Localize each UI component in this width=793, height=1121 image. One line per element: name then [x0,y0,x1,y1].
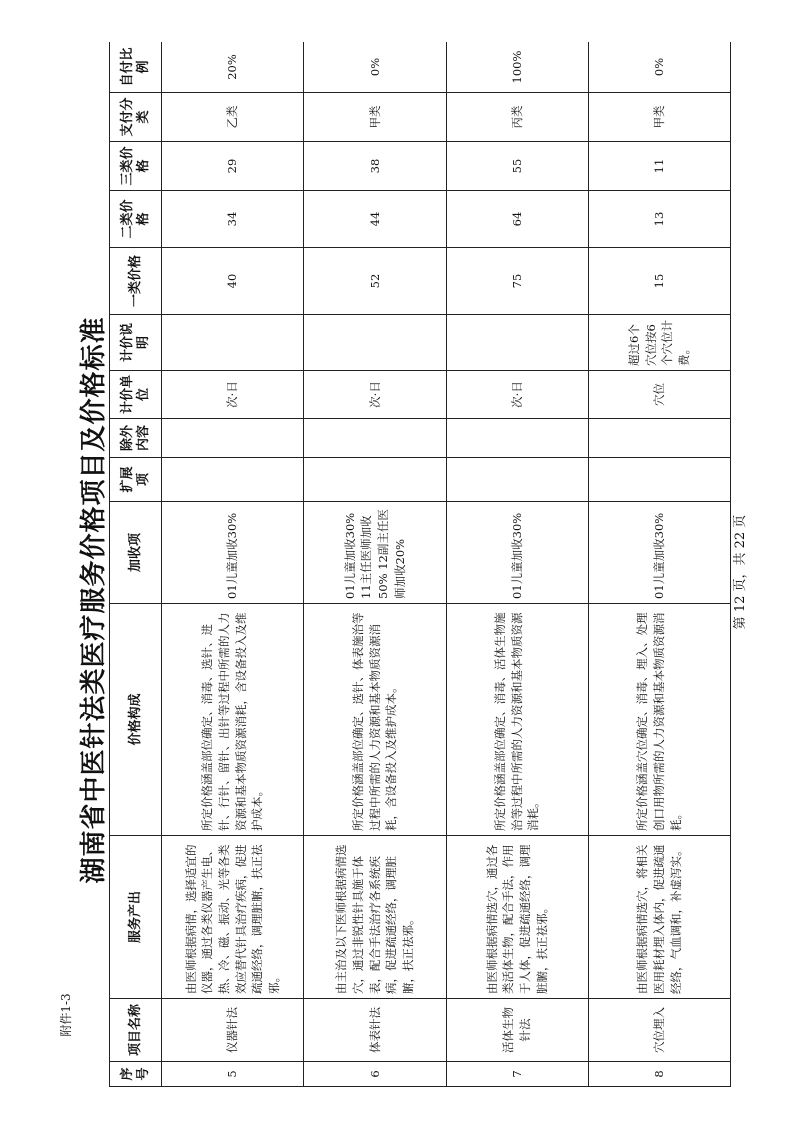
cell-ratio: 0% [304,42,446,93]
col-header-note: 计价说明 [110,315,162,371]
cell-exclusion [162,419,304,458]
cell-price2: 64 [446,191,588,248]
cell-note [162,315,304,371]
cell-extension [162,458,304,502]
cell-price3: 38 [304,142,446,191]
table-row [304,42,446,1087]
col-header-price2: 二类价格 [110,191,162,248]
cell-note: 超过6个穴位按6个穴位计费。 [588,315,730,371]
cell-ratio: 20% [162,42,304,93]
page-title: 湖南省中医针法类医疗服务价格项目及价格标准 [79,316,109,884]
cell-price2: 44 [304,191,446,248]
cell-price1: 15 [588,248,730,315]
cell-output: 由医师根据病情选穴，通过各类活体生物，配合手法，作用于人体，促进疏通经络，调理脏腑，扶正祛邪。 [446,836,588,999]
table-row [446,42,588,1087]
cell-note [446,315,588,371]
attachment-label: 附件1-3 [59,993,73,1037]
price-table-region [109,42,731,1087]
cell-output: 由医师根据病情，选择适宜的仪器，通过各类仪器产生电、热、冷、磁、振动、光等各类效应替代针具治疗疾病，促进疏通经络，调理脏腑，扶正祛邪。 [162,836,304,999]
cell-name: 穴位埋入 [588,999,730,1062]
cell-ratio: 0% [588,42,730,93]
col-header-seq: 序号 [110,1062,162,1087]
cell-output: 由主治及以下医师根据病情选穴，通过非锐性针具施于体表，配合手法治疗各系统疾病，促进疏通经络，调理脏腑，扶正祛邪。 [304,836,446,999]
table-header-row [110,42,162,1087]
cell-seq: 5 [162,1062,304,1087]
cell-exclusion [304,419,446,458]
cell-ratio: 100% [446,42,588,93]
col-header-name: 项目名称 [110,999,162,1062]
cell-exclusion [588,419,730,458]
cell-seq: 6 [304,1062,446,1087]
cell-category: 丙类 [446,93,588,142]
price-table [109,42,731,1087]
col-header-composition: 价格构成 [110,604,162,836]
col-header-extension: 扩展项 [110,458,162,502]
cell-price1: 52 [304,248,446,315]
col-header-exclusion: 除外内容 [110,419,162,458]
col-header-output: 服务产出 [110,836,162,999]
cell-surcharge: 01儿童加收30% [588,502,730,604]
cell-seq: 8 [588,1062,730,1087]
cell-composition: 所定价格涵盖穴位确定、消毒、埋入、处理创口用物所需的人力资源和基本物质资源消耗。 [588,604,730,836]
cell-unit: 次·日 [446,371,588,419]
cell-price1: 40 [162,248,304,315]
cell-name: 活体生物针法 [446,999,588,1062]
cell-composition: 所定价格涵盖部位确定、选针、体表施治等过程中所需的人力资源和基本物质资源消耗，含设备投入及维护成本。 [304,604,446,836]
cell-name: 体表针法 [304,999,446,1062]
col-header-price3: 三类价格 [110,142,162,191]
cell-output: 由医师根据病情选穴，将相关医用耗材埋入体内，促进疏通经络，气血调和，补虚泻实。 [588,836,730,999]
cell-price3: 55 [446,142,588,191]
cell-unit: 次·日 [162,371,304,419]
table-row [162,42,304,1087]
cell-extension [304,458,446,502]
cell-surcharge: 01儿童加收30% [162,502,304,604]
cell-price2: 34 [162,191,304,248]
cell-extension [588,458,730,502]
cell-exclusion [446,419,588,458]
col-header-ratio: 自付比例 [110,42,162,93]
cell-surcharge: 01儿童加收30% 11主任医师加收50% 12副主任医师加收20% [304,502,446,604]
cell-price2: 13 [588,191,730,248]
cell-category: 甲类 [304,93,446,142]
cell-composition: 所定价格涵盖部位确定、消毒、选针、进针、行针、留针、出针等过程中所需的人力资源和基本物质资源消耗，含设备投入及维护成本。 [162,604,304,836]
cell-note [304,315,446,371]
page-footer: 第 12 页，共 22 页 [733,514,748,630]
table-row [588,42,730,1087]
cell-surcharge: 01儿童加收30% [446,502,588,604]
cell-unit: 次·日 [304,371,446,419]
cell-price3: 11 [588,142,730,191]
cell-composition: 所定价格涵盖部位确定、消毒、活体生物施治等过程中所需的人力资源和基本物质资源消耗。 [446,604,588,836]
cell-unit: 穴位 [588,371,730,419]
col-header-price1: 一类价格 [110,248,162,315]
col-header-category: 支付分类 [110,93,162,142]
cell-seq: 7 [446,1062,588,1087]
cell-category: 乙类 [162,93,304,142]
col-header-unit: 计价单位 [110,371,162,419]
cell-extension [446,458,588,502]
cell-price3: 29 [162,142,304,191]
cell-category: 甲类 [588,93,730,142]
cell-price1: 75 [446,248,588,315]
cell-name: 仪器针法 [162,999,304,1062]
col-header-surcharge: 加收项 [110,502,162,604]
